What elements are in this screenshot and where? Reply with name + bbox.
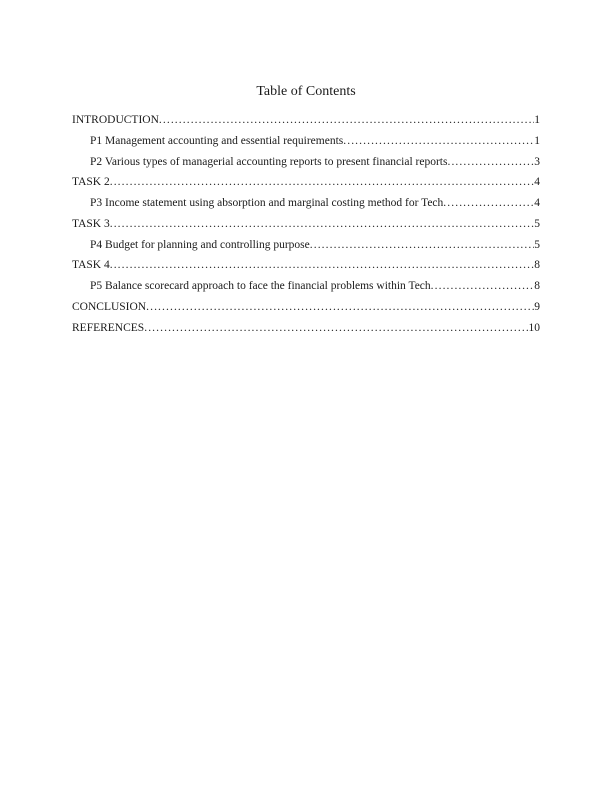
toc-entry-label: INTRODUCTION: [72, 114, 159, 126]
toc-entry: [72, 297, 540, 318]
toc-entry-label: REFERENCES: [72, 321, 145, 334]
toc-entry-label: CONCLUSION: [72, 300, 147, 313]
toc-entry-label: P5 Balance scorecard approach to face the financial problems within Tech: [90, 280, 431, 292]
toc-entry: [72, 172, 540, 193]
dot-leader: [343, 131, 534, 152]
toc-entry-page-number: 8: [534, 280, 540, 292]
toc-entry-page-number: 9: [534, 300, 540, 313]
toc-entry-page-number: 10: [528, 321, 540, 334]
table-of-contents: [72, 110, 540, 338]
toc-entry-page-number: 4: [534, 176, 540, 189]
toc-entry-page-number: 5: [534, 217, 540, 230]
toc-title: Table of Contents: [256, 84, 356, 99]
dot-leader: [159, 110, 534, 131]
toc-entry-page-number: 5: [534, 238, 540, 251]
toc-entry: [72, 193, 540, 214]
dot-leader: [310, 235, 535, 256]
toc-entry-page-number: 4: [534, 197, 540, 209]
toc-entry: [72, 214, 540, 235]
toc-entry: [72, 318, 540, 339]
toc-entry-label: P4 Budget for planning and controlling purpose: [90, 238, 310, 251]
dot-leader: [144, 318, 528, 339]
toc-entry-label: P2 Various types of managerial accounting reports to present financial reports: [90, 155, 448, 168]
dot-leader: [110, 214, 535, 235]
dot-leader: [110, 255, 535, 276]
toc-entry: [72, 255, 540, 276]
toc-entry-label: P1 Management accounting and essential requirements: [90, 134, 344, 147]
toc-entry: [72, 152, 540, 173]
toc-entry: [72, 235, 540, 256]
toc-entry-page-number: 3: [534, 155, 540, 168]
dot-leader: [443, 193, 534, 214]
toc-entry-label: TASK 4: [72, 259, 110, 272]
toc-entry-label: P3 Income statement using absorption and marginal costing method for Tech: [90, 197, 444, 209]
toc-entry-page-number: 1: [534, 114, 540, 126]
dot-leader: [447, 152, 534, 173]
toc-entry-page-number: 8: [534, 259, 540, 272]
toc-entry: [72, 276, 540, 297]
dot-leader: [146, 297, 534, 318]
dot-leader: [110, 172, 535, 193]
toc-entry-label: TASK 3: [72, 217, 110, 230]
toc-entry: [72, 110, 540, 131]
dot-leader: [431, 276, 535, 297]
toc-entry-page-number: 1: [534, 134, 540, 147]
toc-entry: [72, 131, 540, 152]
toc-entry-label: TASK 2: [72, 176, 110, 189]
